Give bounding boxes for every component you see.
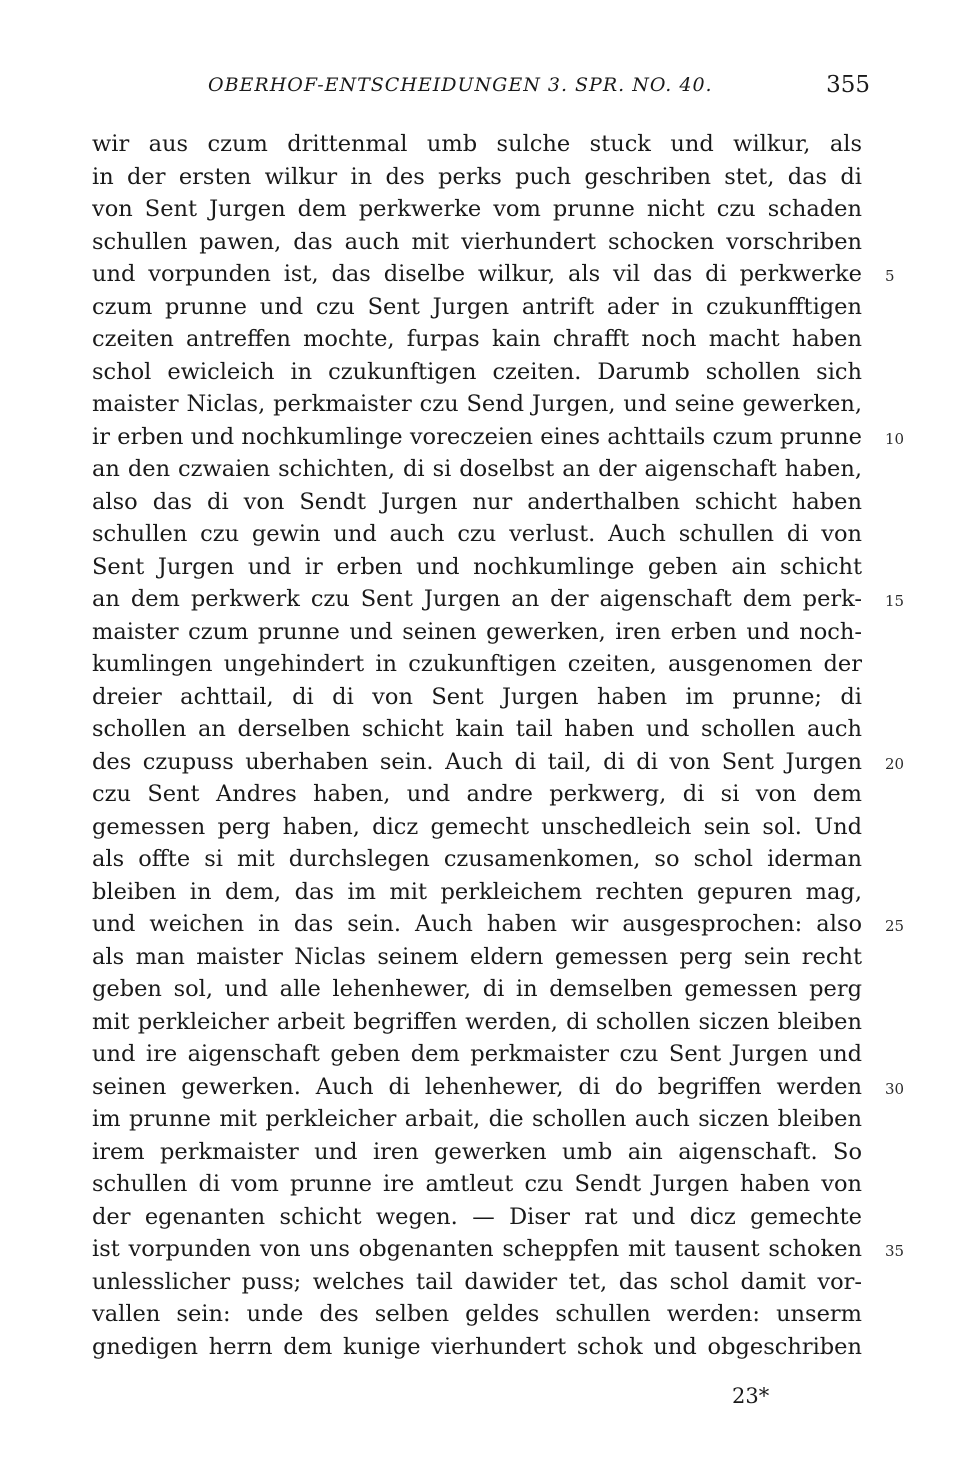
line-text: schol ewicleich in czukunftigen czeiten. Darumb schollen sich: [92, 358, 862, 385]
text-line: [92, 1168, 862, 1201]
line-text: als offte si mit durchslegen czusamenkomen, so schol iderman: [92, 846, 862, 872]
line-text: von Sent Jurgen dem perkwerke vom prunne nicht czu schaden: [92, 196, 862, 222]
line-text: wir aus czum drittenmal umb sulche stuck und wilkur, als: [92, 131, 862, 157]
running-title: OBERHOF-ENTSCHEIDUNGEN 3. SPR. NO. 40.: [208, 74, 713, 96]
line-text: irem perkmaister und iren gewerken umb ain aigenschaft. So: [92, 1138, 862, 1165]
line-text: dreier achttail, di di von Sent Jurgen haben im prunne; di: [92, 683, 862, 710]
text-block: [92, 128, 905, 1363]
text-line: [92, 518, 862, 551]
text-line: [92, 323, 862, 356]
line-text: des czupuss uberhaben sein. Auch di tail, di di von Sent Jurgen: [92, 748, 862, 775]
line-text: an dem perkwerk czu Sent Jurgen an der aigenschaft dem perk-: [92, 586, 862, 612]
line-text: geben sol, und alle lehenhewer, di in demselben gemessen perg: [92, 976, 862, 1002]
text-line: [92, 1103, 862, 1136]
line-text: ir erben und nochkumlinge voreczeien eines achttails czum prunne: [92, 423, 862, 450]
text-line: [92, 713, 862, 746]
signature-mark: 23*: [732, 1384, 770, 1408]
line-text: czu Sent Andres haben, und andre perkwerg, di si von dem: [92, 781, 862, 807]
running-head: [90, 74, 870, 104]
line-number: 10: [885, 429, 905, 448]
text-line: [92, 681, 862, 714]
text-line: [92, 746, 905, 779]
text-line: [92, 941, 862, 974]
text-line: [92, 908, 905, 941]
text-line: [92, 128, 862, 161]
text-line: [92, 1331, 862, 1364]
text-line: [92, 453, 862, 486]
text-line: [92, 1136, 862, 1169]
text-line: [92, 1071, 905, 1104]
line-text: gnedigen herrn dem kunige vierhundert schok und obgeschriben: [92, 1333, 862, 1360]
line-text: bleiben in dem, das im mit perkleichem rechten gepuren mag,: [92, 878, 862, 905]
text-line: [92, 843, 862, 876]
line-text: und vorpunden ist, das diselbe wilkur, als vil das di perkwerke: [92, 261, 862, 287]
line-text: schullen di vom prunne ire amtleut czu Sendt Jurgen haben von: [92, 1171, 862, 1197]
line-text: in der ersten wilkur in des perks puch geschriben stet, das di: [92, 163, 862, 190]
text-line: [92, 1006, 862, 1039]
line-text: als man maister Niclas seinem eldern gemessen perg sein recht: [92, 943, 862, 970]
line-text: schollen an derselben schicht kain tail haben und schollen auch: [92, 716, 862, 742]
text-line: [92, 291, 862, 324]
text-line: [92, 811, 862, 844]
text-line: [92, 193, 862, 226]
line-text: der egenanten schicht wegen. — Diser rat und dicz gemechte: [92, 1203, 862, 1230]
text-line: [92, 1038, 862, 1071]
line-text: kumlingen ungehindert in czukunftigen czeiten, ausgenomen der: [92, 651, 862, 677]
text-line: [92, 486, 862, 519]
text-line: [92, 226, 862, 259]
line-number: 35: [885, 1242, 905, 1260]
text-line: [92, 1298, 862, 1331]
line-text: Sent Jurgen und ir erben und nochkumlinge geben ain schicht: [92, 553, 862, 580]
line-text: seinen gewerken. Auch di lehenhewer, di do begriffen werden: [92, 1073, 862, 1100]
text-line: [92, 648, 862, 681]
text-line: [92, 1233, 905, 1266]
line-text: im prunne mit perkleicher arbait, die schollen auch siczen bleiben: [92, 1106, 862, 1132]
text-line: [92, 421, 905, 454]
text-line: [92, 778, 862, 811]
line-text: czeiten antreffen mochte, furpas kain chrafft noch macht haben: [92, 326, 862, 352]
line-text: vallen sein: unde des selben geldes schullen werden: unserm: [92, 1301, 862, 1327]
page-number: 355: [826, 72, 870, 98]
line-text: ist vorpunden von uns obgenanten scheppfen mit tausent schoken: [92, 1236, 862, 1262]
line-number: 15: [885, 592, 905, 610]
text-line: [92, 1266, 862, 1299]
line-number: 20: [885, 754, 905, 773]
line-text: maister Niclas, perkmaister czu Send Jurgen, und seine gewerken,: [92, 391, 862, 417]
line-text: und ire aigenschaft geben dem perkmaister czu Sent Jurgen und: [92, 1041, 862, 1067]
line-text: mit perkleicher arbeit begriffen werden, di schollen siczen bleiben: [92, 1008, 862, 1035]
text-line: [92, 616, 862, 649]
line-text: unlesslicher puss; welches tail dawider tet, das schol damit vor-: [92, 1268, 862, 1295]
line-text: maister czum prunne und seinen gewerken, iren erben und noch-: [92, 618, 862, 645]
text-line: [92, 1201, 862, 1234]
line-number: 25: [885, 917, 905, 935]
line-text: und weichen in das sein. Auch haben wir ausgesprochen: also: [92, 911, 862, 937]
line-text: an den czwaien schichten, di si doselbst an der aigenschaft haben,: [92, 456, 862, 482]
text-line: [92, 161, 862, 194]
text-line: [92, 388, 862, 421]
text-line: [92, 973, 862, 1006]
text-line: [92, 258, 895, 291]
line-number: 5: [885, 267, 895, 285]
line-text: gemessen perg haben, dicz gemecht unschedleich sein sol. Und: [92, 813, 862, 840]
line-text: schullen czu gewin und auch czu verlust. Auch schullen di von: [92, 521, 862, 547]
line-text: also das di von Sendt Jurgen nur anderthalben schicht haben: [92, 488, 862, 515]
text-line: [92, 583, 905, 616]
line-text: schullen pawen, das auch mit vierhundert schocken vorschriben: [92, 228, 862, 255]
text-line: [92, 551, 862, 584]
text-line: [92, 356, 862, 389]
line-text: czum prunne und czu Sent Jurgen antrift ader in czukunfftigen: [92, 293, 862, 320]
text-line: [92, 876, 862, 909]
line-number: 30: [885, 1079, 905, 1098]
